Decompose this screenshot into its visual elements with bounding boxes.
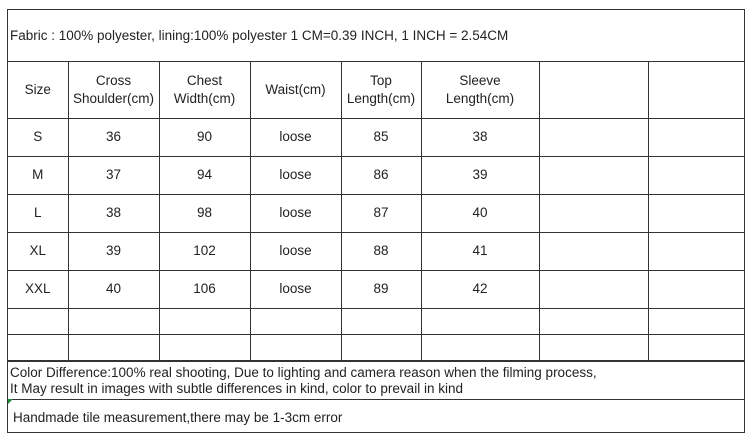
table-cell: 90	[159, 118, 250, 156]
table-cell: 41	[421, 232, 539, 270]
table-cell	[250, 334, 341, 360]
header-row	[8, 62, 744, 118]
header-line-1: Sleeve	[459, 72, 501, 88]
header-line-1: Top	[370, 72, 392, 88]
table-cell: 40	[421, 194, 539, 232]
table-cell: 38	[421, 118, 539, 156]
measurement-error-note: Handmade tile measurement,there may be 1-3cm error	[8, 399, 744, 432]
header-line-2: Width(cm)	[173, 90, 236, 106]
note-line-1: Color Difference:100% real shooting, Due to lighting and camera reason when the filming process,	[10, 365, 597, 380]
table-cell: 106	[159, 270, 250, 308]
table-cell	[159, 334, 250, 360]
header-cell	[250, 62, 341, 118]
table-cell: 38	[68, 194, 159, 232]
table-cell	[250, 308, 341, 334]
size-chart	[7, 9, 745, 433]
table-cell	[341, 334, 421, 360]
table-cell	[159, 308, 250, 334]
table-cell	[421, 334, 539, 360]
header-cell	[341, 62, 421, 118]
table-cell: 87	[341, 194, 421, 232]
table-cell	[341, 308, 421, 334]
header-cell	[159, 62, 250, 118]
table-cell	[68, 334, 159, 360]
table-cell	[648, 156, 744, 194]
table-cell	[648, 232, 744, 270]
table-cell: loose	[250, 156, 341, 194]
header-line-1: Size	[24, 81, 51, 97]
table-cell: 42	[421, 270, 539, 308]
header-line-2: Shoulder(cm)	[72, 90, 155, 106]
blank-row	[8, 308, 744, 334]
table-cell	[539, 156, 648, 194]
table-cell: 88	[341, 232, 421, 270]
table-cell: 98	[159, 194, 250, 232]
table-cell: loose	[250, 118, 341, 156]
fabric-info: Fabric : 100% polyester, lining:100% polyester 1 CM=0.39 INCH, 1 INCH = 2.54CM	[8, 10, 744, 62]
table-cell: 39	[68, 232, 159, 270]
table-cell: 39	[421, 156, 539, 194]
header-line-2: Length(cm)	[445, 90, 515, 106]
table-cell: 89	[341, 270, 421, 308]
header-line-1: Waist(cm)	[265, 81, 326, 97]
table-cell: 102	[159, 232, 250, 270]
table-cell	[539, 118, 648, 156]
table-cell: 36	[68, 118, 159, 156]
table-cell	[648, 308, 744, 334]
corner-marker-icon	[8, 399, 13, 404]
size-cell: L	[8, 194, 68, 232]
header-line-1: Chest	[186, 72, 223, 88]
size-cell: M	[8, 156, 68, 194]
table-row	[8, 156, 744, 194]
table-cell	[421, 308, 539, 334]
header-line-1: Cross	[95, 72, 132, 88]
size-cell	[8, 334, 68, 360]
table-cell: 85	[341, 118, 421, 156]
table-cell	[68, 308, 159, 334]
table-cell: loose	[250, 194, 341, 232]
size-cell: S	[8, 118, 68, 156]
header-cell	[68, 62, 159, 118]
table-cell: loose	[250, 232, 341, 270]
size-cell: XXL	[8, 270, 68, 308]
size-table	[8, 62, 744, 361]
table-cell	[648, 118, 744, 156]
table-cell	[539, 270, 648, 308]
table-cell	[648, 334, 744, 360]
blank-row	[8, 334, 744, 360]
header-cell	[421, 62, 539, 118]
table-row	[8, 270, 744, 308]
table-row	[8, 232, 744, 270]
table-cell: 40	[68, 270, 159, 308]
table-row	[8, 118, 744, 156]
header-line-2: Length(cm)	[346, 90, 416, 106]
size-cell: XL	[8, 232, 68, 270]
table-cell: loose	[250, 270, 341, 308]
table-cell	[539, 308, 648, 334]
table-row	[8, 194, 744, 232]
note-line-2: It May result in images with subtle differences in kind, color to prevail in kind	[10, 381, 463, 396]
table-cell	[648, 270, 744, 308]
table-cell	[539, 194, 648, 232]
color-difference-note	[8, 361, 744, 399]
table-cell: 86	[341, 156, 421, 194]
table-cell: 94	[159, 156, 250, 194]
header-cell	[539, 62, 648, 118]
header-cell	[648, 62, 744, 118]
table-cell: 37	[68, 156, 159, 194]
header-cell	[8, 62, 68, 118]
size-cell	[8, 308, 68, 334]
table-cell	[539, 334, 648, 360]
table-cell	[539, 232, 648, 270]
table-cell	[648, 194, 744, 232]
